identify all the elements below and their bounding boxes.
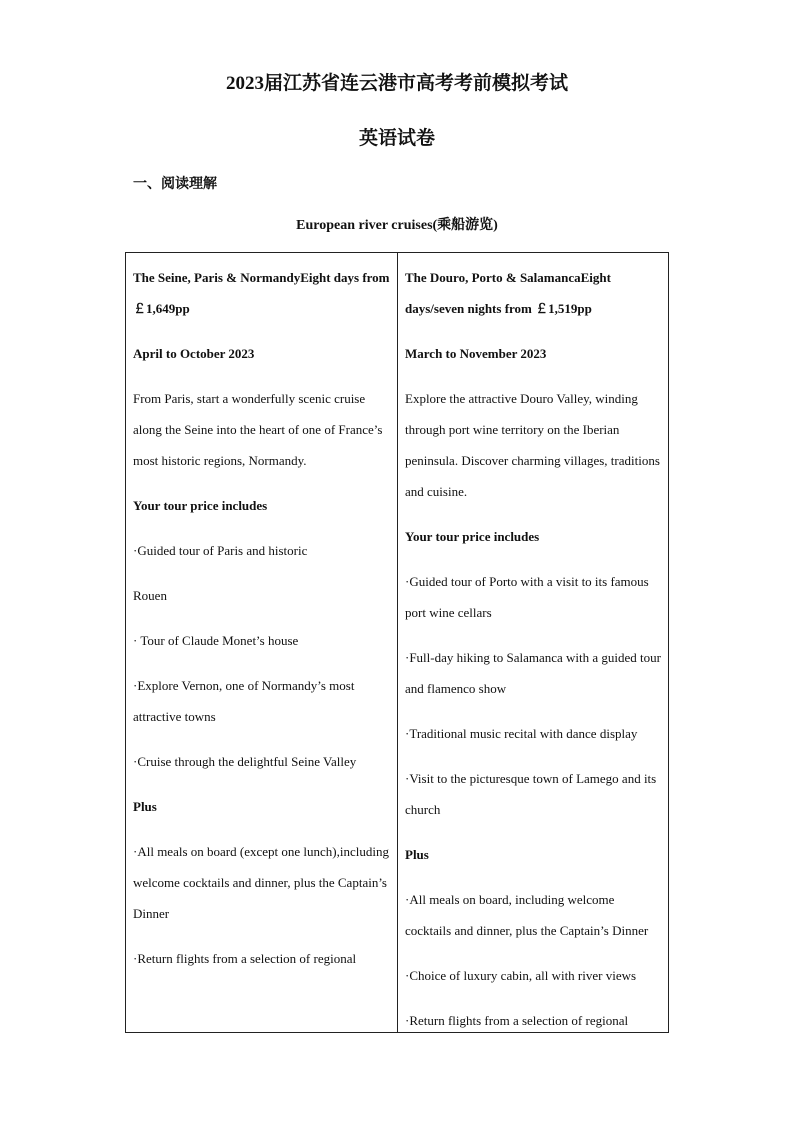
plus-label: Plus — [405, 847, 429, 862]
cruise-dates: March to November 2023 — [405, 346, 547, 361]
include-item: ·Guided tour of Paris and historic — [133, 543, 308, 558]
cruise-column-douro — [397, 253, 668, 1032]
passage-caption: European river cruises(乘船游览) — [296, 218, 498, 233]
cruise-table — [125, 252, 669, 1033]
include-item: ·Traditional music recital with dance display — [405, 726, 638, 741]
plus-item: ·Return flights from a selection of regional — [133, 951, 357, 966]
plus-item: ·All meals on board (except one lunch),including welcome cocktails and dinner, plus the Captain’s Dinner — [133, 844, 389, 921]
include-item: ·Explore Vernon, one of Normandy’s most attractive towns — [133, 678, 355, 724]
includes-label: Your tour price includes — [133, 498, 268, 513]
cruise-column-seine — [126, 253, 397, 1032]
include-item: Rouen — [133, 588, 167, 603]
plus-label: Plus — [133, 799, 157, 814]
includes-label: Your tour price includes — [405, 529, 540, 544]
include-item: · Tour of Claude Monet’s house — [133, 633, 299, 648]
section-heading: 一、阅读理解 — [133, 177, 217, 192]
include-item: ·Guided tour of Porto with a visit to its famous port wine cellars — [405, 574, 649, 620]
cruise-description: Explore the attractive Douro Valley, winding through port wine territory on the Iberian peninsula. Discover charming villages, traditions and cuisine. — [405, 391, 660, 499]
plus-item: ·Choice of luxury cabin, all with river views — [405, 968, 637, 983]
cruise-heading: The Seine, Paris & NormandyEight days from ￡1,649pp — [133, 270, 390, 316]
cruise-dates: April to October 2023 — [133, 346, 255, 361]
cruise-heading: The Douro, Porto & SalamancaEight days/seven nights from ￡1,519pp — [405, 270, 611, 316]
plus-item: ·All meals on board, including welcome cocktails and dinner, plus the Captain’s Dinner — [405, 892, 649, 938]
plus-item: ·Return flights from a selection of regional — [405, 1013, 629, 1028]
cruise-description: From Paris, start a wonderfully scenic cruise along the Seine into the heart of one of France’s most historic regions, Normandy. — [133, 391, 383, 468]
document-title: 2023届江苏省连云港市高考考前模拟考试 — [225, 73, 568, 94]
document-subtitle: 英语试卷 — [358, 128, 435, 149]
include-item: ·Cruise through the delightful Seine Valley — [133, 754, 357, 769]
include-item: ·Full-day hiking to Salamanca with a guided tour and flamenco show — [405, 650, 661, 696]
include-item: ·Visit to the picturesque town of Lamego and its church — [405, 771, 657, 817]
